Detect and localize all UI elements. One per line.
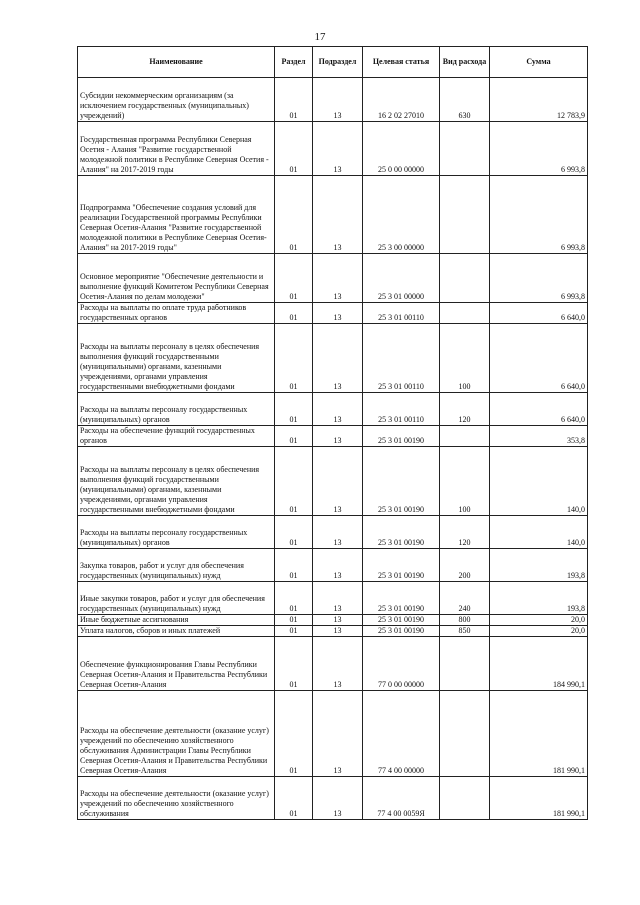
cell-vid: 630 bbox=[440, 78, 490, 122]
cell-summa: 6 993,8 bbox=[490, 176, 588, 254]
cell-podrazdel: 13 bbox=[313, 637, 363, 691]
cell-podrazdel: 13 bbox=[313, 447, 363, 516]
cell-vid bbox=[440, 777, 490, 820]
table-row bbox=[78, 303, 588, 324]
cell-summa: 6 640,0 bbox=[490, 393, 588, 426]
cell-name: Расходы на выплаты персоналу государственных (муниципальных) органов bbox=[78, 393, 275, 426]
cell-statya: 25 3 01 00000 bbox=[363, 254, 440, 303]
table-row bbox=[78, 691, 588, 777]
col-header-statya: Целевая статья bbox=[363, 47, 440, 78]
cell-podrazdel: 13 bbox=[313, 549, 363, 582]
cell-summa: 6 993,8 bbox=[490, 122, 588, 176]
cell-razdel: 01 bbox=[275, 637, 313, 691]
cell-podrazdel: 13 bbox=[313, 516, 363, 549]
cell-statya: 25 3 01 00110 bbox=[363, 324, 440, 393]
cell-podrazdel: 13 bbox=[313, 78, 363, 122]
cell-summa: 193,8 bbox=[490, 549, 588, 582]
cell-name: Уплата налогов, сборов и иных платежей bbox=[78, 626, 275, 637]
col-header-vid: Вид расхода bbox=[440, 47, 490, 78]
cell-statya: 25 3 01 00110 bbox=[363, 393, 440, 426]
cell-razdel: 01 bbox=[275, 691, 313, 777]
cell-summa: 20,0 bbox=[490, 626, 588, 637]
cell-podrazdel: 13 bbox=[313, 303, 363, 324]
table-row bbox=[78, 176, 588, 254]
cell-statya: 25 3 01 00190 bbox=[363, 582, 440, 615]
budget-table bbox=[77, 46, 588, 820]
cell-vid bbox=[440, 122, 490, 176]
cell-vid: 800 bbox=[440, 615, 490, 626]
cell-razdel: 01 bbox=[275, 426, 313, 447]
col-header-podrazdel: Подраздел bbox=[313, 47, 363, 78]
cell-statya: 25 3 01 00190 bbox=[363, 447, 440, 516]
cell-razdel: 01 bbox=[275, 447, 313, 516]
table-row bbox=[78, 393, 588, 426]
cell-name: Подпрограмма "Обеспечение создания условий для реализации Государственной программы Республики Северная Осетия-Алания "Развитие государственной молодежной политики в Республике Северная Осетия-Алания" на 2017-2019 годы" bbox=[78, 176, 275, 254]
cell-razdel: 01 bbox=[275, 582, 313, 615]
cell-statya: 25 3 01 00190 bbox=[363, 516, 440, 549]
cell-razdel: 01 bbox=[275, 615, 313, 626]
table-row bbox=[78, 637, 588, 691]
cell-statya: 77 0 00 00000 bbox=[363, 637, 440, 691]
cell-statya: 77 4 00 00000 bbox=[363, 691, 440, 777]
table-body bbox=[78, 78, 588, 820]
cell-vid bbox=[440, 254, 490, 303]
cell-name: Расходы на выплаты персоналу государственных (муниципальных) органов bbox=[78, 516, 275, 549]
cell-name: Расходы на обеспечение деятельности (оказание услуг) учреждений по обеспечению хозяйственного обслуживания Администрации Главы Республики Северная Осетия-Алания и Правительства Республики Северная Осетия-Алания bbox=[78, 691, 275, 777]
cell-vid: 100 bbox=[440, 447, 490, 516]
cell-summa: 140,0 bbox=[490, 516, 588, 549]
cell-name: Закупка товаров, работ и услуг для обеспечения государственных (муниципальных) нужд bbox=[78, 549, 275, 582]
table-row bbox=[78, 426, 588, 447]
cell-razdel: 01 bbox=[275, 516, 313, 549]
table-row bbox=[78, 516, 588, 549]
cell-name: Субсидии некоммерческим организациям (за исключением государственных (муниципальных) учреждений) bbox=[78, 78, 275, 122]
cell-statya: 25 3 01 00190 bbox=[363, 626, 440, 637]
cell-podrazdel: 13 bbox=[313, 582, 363, 615]
cell-vid: 120 bbox=[440, 393, 490, 426]
cell-razdel: 01 bbox=[275, 303, 313, 324]
cell-razdel: 01 bbox=[275, 393, 313, 426]
cell-summa: 184 990,1 bbox=[490, 637, 588, 691]
cell-podrazdel: 13 bbox=[313, 254, 363, 303]
cell-razdel: 01 bbox=[275, 324, 313, 393]
cell-razdel: 01 bbox=[275, 176, 313, 254]
cell-vid bbox=[440, 637, 490, 691]
cell-podrazdel: 13 bbox=[313, 122, 363, 176]
col-header-name: Наименование bbox=[78, 47, 275, 78]
cell-vid bbox=[440, 303, 490, 324]
cell-name: Иные бюджетные ассигнования bbox=[78, 615, 275, 626]
table-row bbox=[78, 447, 588, 516]
cell-vid: 100 bbox=[440, 324, 490, 393]
cell-razdel: 01 bbox=[275, 254, 313, 303]
cell-statya: 25 0 00 00000 bbox=[363, 122, 440, 176]
cell-podrazdel: 13 bbox=[313, 393, 363, 426]
cell-statya: 25 3 00 00000 bbox=[363, 176, 440, 254]
cell-name: Основное мероприятие "Обеспечение деятельности и выполнение функций Комитетом Республики Северная Осетия-Алания по делам молодежи" bbox=[78, 254, 275, 303]
cell-statya: 16 2 02 27010 bbox=[363, 78, 440, 122]
cell-name: Расходы на выплаты по оплате труда работников государственных органов bbox=[78, 303, 275, 324]
cell-razdel: 01 bbox=[275, 626, 313, 637]
cell-statya: 25 3 01 00190 bbox=[363, 426, 440, 447]
cell-razdel: 01 bbox=[275, 777, 313, 820]
cell-summa: 181 990,1 bbox=[490, 777, 588, 820]
col-header-summa: Сумма bbox=[490, 47, 588, 78]
cell-summa: 6 640,0 bbox=[490, 324, 588, 393]
page-number: 17 bbox=[314, 31, 326, 43]
table-row bbox=[78, 122, 588, 176]
table-row bbox=[78, 777, 588, 820]
cell-razdel: 01 bbox=[275, 122, 313, 176]
cell-summa: 181 990,1 bbox=[490, 691, 588, 777]
cell-vid: 200 bbox=[440, 549, 490, 582]
cell-name: Обеспечение функционирования Главы Республики Северная Осетия-Алания и Правительства Республики Северная Осетия-Алания bbox=[78, 637, 275, 691]
cell-name: Расходы на выплаты персоналу в целях обеспечения выполнения функций государственными (муниципальными) органами, казенными учреждениями, органами управления государственными внебюджетными фондами bbox=[78, 447, 275, 516]
cell-razdel: 01 bbox=[275, 78, 313, 122]
cell-podrazdel: 13 bbox=[313, 777, 363, 820]
table-row bbox=[78, 549, 588, 582]
cell-summa: 140,0 bbox=[490, 447, 588, 516]
cell-vid bbox=[440, 176, 490, 254]
cell-statya: 25 3 01 00190 bbox=[363, 615, 440, 626]
cell-name: Иные закупки товаров, работ и услуг для обеспечения государственных (муниципальных) нужд bbox=[78, 582, 275, 615]
table-row bbox=[78, 324, 588, 393]
table-row bbox=[78, 254, 588, 303]
cell-vid bbox=[440, 691, 490, 777]
cell-statya: 77 4 00 0059Я bbox=[363, 777, 440, 820]
cell-summa: 193,8 bbox=[490, 582, 588, 615]
cell-statya: 25 3 01 00110 bbox=[363, 303, 440, 324]
table-header-row bbox=[78, 47, 588, 78]
table-row bbox=[78, 626, 588, 637]
cell-name: Расходы на выплаты персоналу в целях обеспечения выполнения функций государственными (муниципальными) органами, казенными учреждениями, органами управления государственными внебюджетными фондами bbox=[78, 324, 275, 393]
cell-summa: 20,0 bbox=[490, 615, 588, 626]
cell-vid: 240 bbox=[440, 582, 490, 615]
cell-vid bbox=[440, 426, 490, 447]
cell-vid: 850 bbox=[440, 626, 490, 637]
cell-podrazdel: 13 bbox=[313, 691, 363, 777]
cell-podrazdel: 13 bbox=[313, 176, 363, 254]
table-row bbox=[78, 615, 588, 626]
cell-name: Расходы на обеспечение функций государственных органов bbox=[78, 426, 275, 447]
cell-statya: 25 3 01 00190 bbox=[363, 549, 440, 582]
cell-name: Расходы на обеспечение деятельности (оказание услуг) учреждений по обеспечению хозяйственного обслуживания bbox=[78, 777, 275, 820]
cell-vid: 120 bbox=[440, 516, 490, 549]
col-header-razdel: Раздел bbox=[275, 47, 313, 78]
cell-summa: 6 640,0 bbox=[490, 303, 588, 324]
cell-podrazdel: 13 bbox=[313, 615, 363, 626]
cell-podrazdel: 13 bbox=[313, 426, 363, 447]
cell-razdel: 01 bbox=[275, 549, 313, 582]
cell-name: Государственная программа Республики Северная Осетия - Алания "Развитие государственной молодежной политики в Республике Северная Осетия - Алания" на 2017-2019 годы bbox=[78, 122, 275, 176]
cell-summa: 353,8 bbox=[490, 426, 588, 447]
cell-podrazdel: 13 bbox=[313, 324, 363, 393]
cell-summa: 12 783,9 bbox=[490, 78, 588, 122]
table-row bbox=[78, 78, 588, 122]
cell-summa: 6 993,8 bbox=[490, 254, 588, 303]
table-row bbox=[78, 582, 588, 615]
cell-podrazdel: 13 bbox=[313, 626, 363, 637]
